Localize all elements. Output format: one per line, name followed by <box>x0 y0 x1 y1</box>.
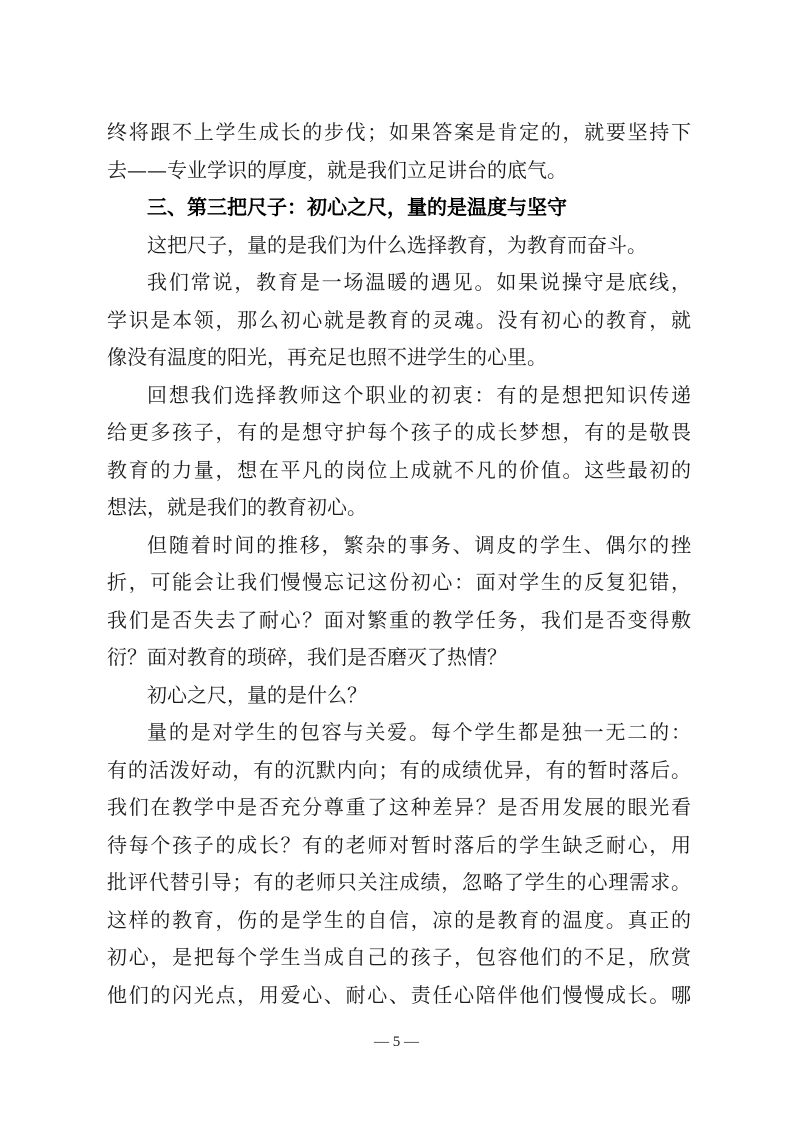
text-line: 量的是对学生的包容与关爱。每个学生都是独一无二的： <box>147 720 691 744</box>
text-line: 给更多孩子，有的是想守护每个孩子的成长梦想，有的是敬畏 <box>107 420 691 444</box>
text-line: 学识是本领，那么初心就是教育的灵魂。没有初心的教育，就 <box>107 307 691 332</box>
text-line: 像没有温度的阳光，再充足也照不进学生的心里。 <box>107 345 547 369</box>
text-line: 我们常说，教育是一场温暖的遇见。如果说操守是底线， <box>147 270 691 294</box>
text-line: 我们是否失去了耐心？面对繁重的教学任务，我们是否变得敷 <box>107 607 691 632</box>
text-line: 这样的教育，伤的是学生的自信，凉的是教育的温度。真正的 <box>107 907 691 932</box>
text-line: 这把尺子，量的是我们为什么选择教育，为教育而奋斗。 <box>147 232 647 257</box>
text-line: 他们的闪光点，用爱心、耐心、责任心陪伴他们慢慢成长。哪 <box>107 982 691 1007</box>
text-line: 但随着时间的推移，繁杂的事务、调皮的学生、偶尔的挫 <box>147 532 691 557</box>
section-heading: 三、第三把尺子：初心之尺，量的是温度与坚守 <box>147 195 567 219</box>
text-line: 回想我们选择教师这个职业的初衷：有的是想把知识传递 <box>147 382 691 407</box>
text-line: 衍？面对教育的琐碎，我们是否磨灭了热情？ <box>107 645 507 669</box>
text-line: 待每个孩子的成长？有的老师对暂时落后的学生缺乏耐心，用 <box>107 832 691 857</box>
body-text <box>107 114 691 1014</box>
text-line: 批评代替引导；有的老师只关注成绩，忽略了学生的心理需求。 <box>107 870 691 894</box>
text-line: 初心之尺，量的是什么？ <box>147 682 367 707</box>
text-line: 终将跟不上学生成长的步伐；如果答案是肯定的，就要坚持下 <box>107 120 691 144</box>
text-line: 想法，就是我们的教育初心。 <box>107 495 367 519</box>
text-line: 折，可能会让我们慢慢忘记这份初心：面对学生的反复犯错， <box>107 570 691 594</box>
text-line: 教育的力量，想在平凡的岗位上成就不凡的价值。这些最初的 <box>107 457 691 482</box>
text-line: 有的活泼好动，有的沉默内向；有的成绩优异，有的暂时落后。 <box>107 757 691 782</box>
text-line: 去——专业学识的厚度，就是我们立足讲台的底气。 <box>107 157 567 182</box>
text-line: 我们在教学中是否充分尊重了这种差异？是否用发展的眼光看 <box>107 795 691 819</box>
page-number: — 5 — <box>374 1034 419 1050</box>
text-line: 初心，是把每个学生当成自己的孩子，包容他们的不足，欣赏 <box>107 945 691 969</box>
